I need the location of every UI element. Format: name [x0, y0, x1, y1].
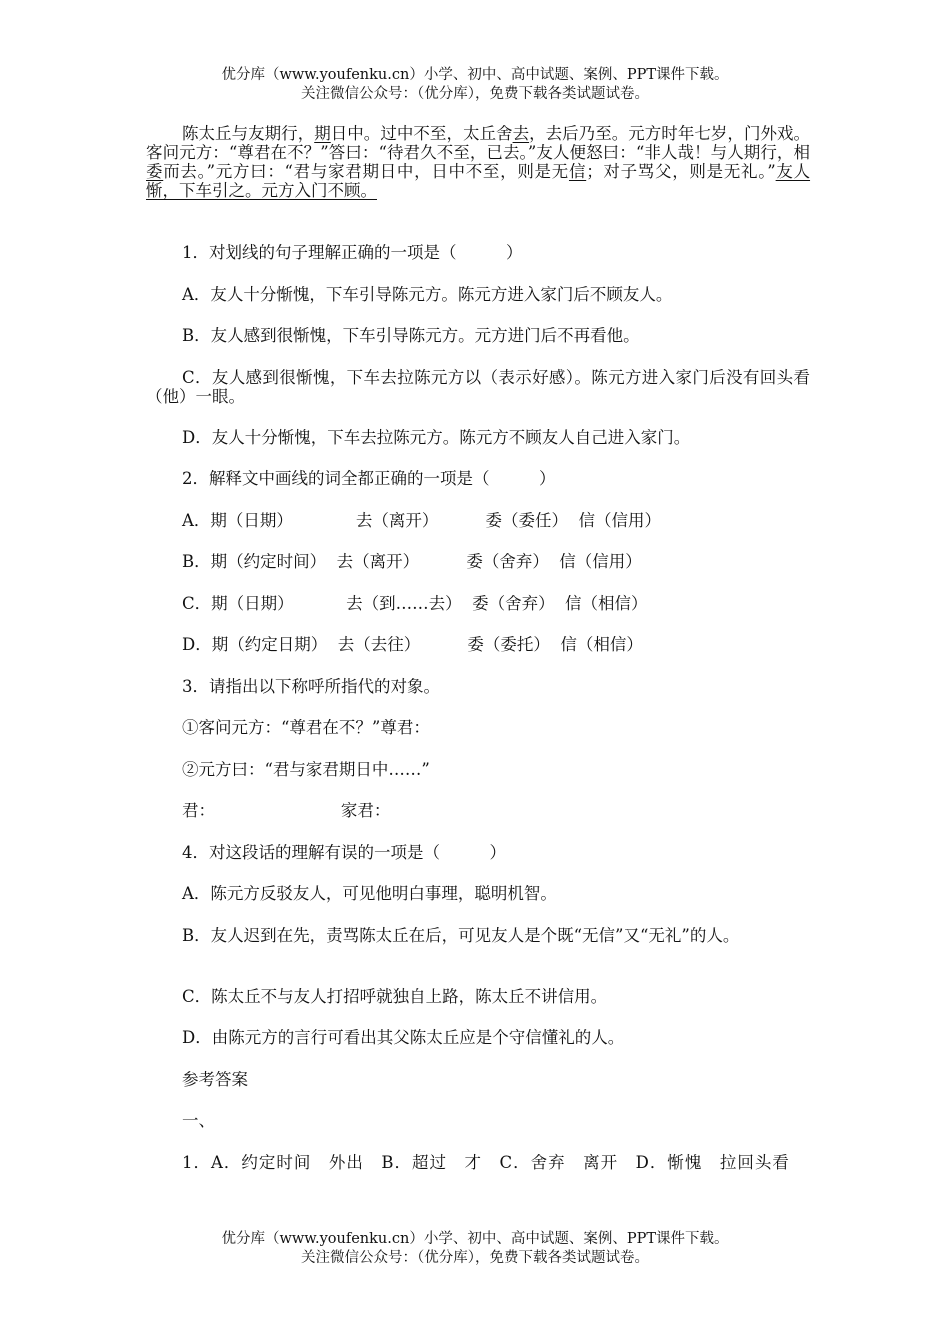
question-2-option-b: B．期（约定时间） 去（离开） 委（舍弃） 信（信用） [182, 552, 642, 571]
answers-title: 参考答案 [182, 1070, 248, 1089]
passage-text: 陈太丘与友期行， [182, 124, 315, 143]
question-2-stem: 2．解释文中画线的词全都正确的一项是（ ） [182, 469, 556, 488]
question-4-option-d: D．由陈元方的言行可看出其父陈太丘应是个守信懂礼的人。 [182, 1028, 625, 1047]
question-2-option-d: D．期（约定日期） 去（去往） 委（委托） 信（相信） [182, 635, 643, 654]
footer-line-1: 优分库（www.youfenku.cn）小学、初中、高中试题、案例、PPT课件下载。 [221, 1231, 729, 1247]
option-c-text: C．友人感到很惭愧，下车去拉陈元方以（表示好感）。陈元方进入家门后没有回头看（他）一眼。 [146, 368, 810, 406]
page-header [0, 66, 950, 104]
classical-passage [146, 124, 810, 200]
passage-text: 日中。过中不至，太丘舍 [330, 124, 513, 143]
answers-part: 一、 [182, 1111, 215, 1130]
question-1-option-d: D．友人十分惭愧，下车去拉陈元方。陈元方不顾友人自己进入家门。 [182, 428, 691, 447]
question-3-blanks: 君： 家君： [182, 801, 391, 820]
passage-text: ；对子骂父，则是无礼。” [586, 162, 776, 181]
passage-text: ，去后乃至。元方时年七岁，门外戏。客问元方：“尊君在不？”答曰：“待君久不至，已去。”友人便怒曰：“非人哉！与人期行，相 [146, 124, 811, 162]
question-3-item-2: ②元方曰：“君与家君期日中……” [182, 760, 430, 779]
answer-text: 1．A．约定时间 外出 B．超过 才 C．舍弃 离开 D．惭愧 拉回头看 [182, 1153, 790, 1172]
header-line-2: 关注微信公众号：（优分库），免费下载各类试题试卷。 [301, 86, 649, 102]
question-1-option-b: B．友人感到很惭愧，下车引导陈元方。元方进门后不再看他。 [182, 326, 640, 345]
question-4-option-a: A．陈元方反驳友人，可见他明白事理，聪明机智。 [182, 884, 557, 903]
question-1-option-a: A．友人十分惭愧，下车引导陈元方。陈元方进入家门后不顾友人。 [182, 285, 673, 304]
question-3-stem: 3．请指出以下称呼所指代的对象。 [182, 677, 440, 696]
question-2-option-c: C．期（日期） 去（到……去） 委（舍弃） 信（相信） [182, 594, 648, 613]
underlined-word-qu: 去 [512, 124, 530, 143]
question-1-option-c [146, 368, 810, 406]
passage-text: 而去。”元方曰：“君与家君期日中，日中不至，则是无 [163, 162, 569, 181]
underlined-word-wei: 委 [146, 162, 164, 181]
option-b-text: B．友人迟到在先，责骂陈太丘在后，可见友人是个既“无信”又“无礼”的人。 [182, 926, 740, 945]
question-4-stem: 4．对这段话的理解有误的一项是（ ） [182, 843, 506, 862]
header-line-1: 优分库（www.youfenku.cn）小学、初中、高中试题、案例、PPT课件下载。 [221, 67, 729, 83]
page-footer [0, 1230, 950, 1268]
underlined-word-qi: 期 [314, 124, 331, 143]
underlined-sentence: 友人惭，下车引之。元方入门不顾。 [146, 162, 811, 200]
question-4-option-b [146, 926, 810, 945]
question-4-option-c: C．陈太丘不与友人打招呼就独自上路，陈太丘不讲信用。 [182, 987, 608, 1006]
question-1-stem: 1．对划线的句子理解正确的一项是（ ） [182, 243, 523, 262]
footer-line-2: 关注微信公众号：（优分库），免费下载各类试题试卷。 [301, 1250, 649, 1266]
question-2-option-a: A．期（日期） 去（离开） 委（委任） 信（信用） [182, 511, 662, 530]
answers-line-1 [146, 1153, 810, 1172]
question-3-item-1: ①客问元方：“尊君在不？”尊君： [182, 718, 430, 737]
underlined-word-xin: 信 [568, 162, 587, 181]
